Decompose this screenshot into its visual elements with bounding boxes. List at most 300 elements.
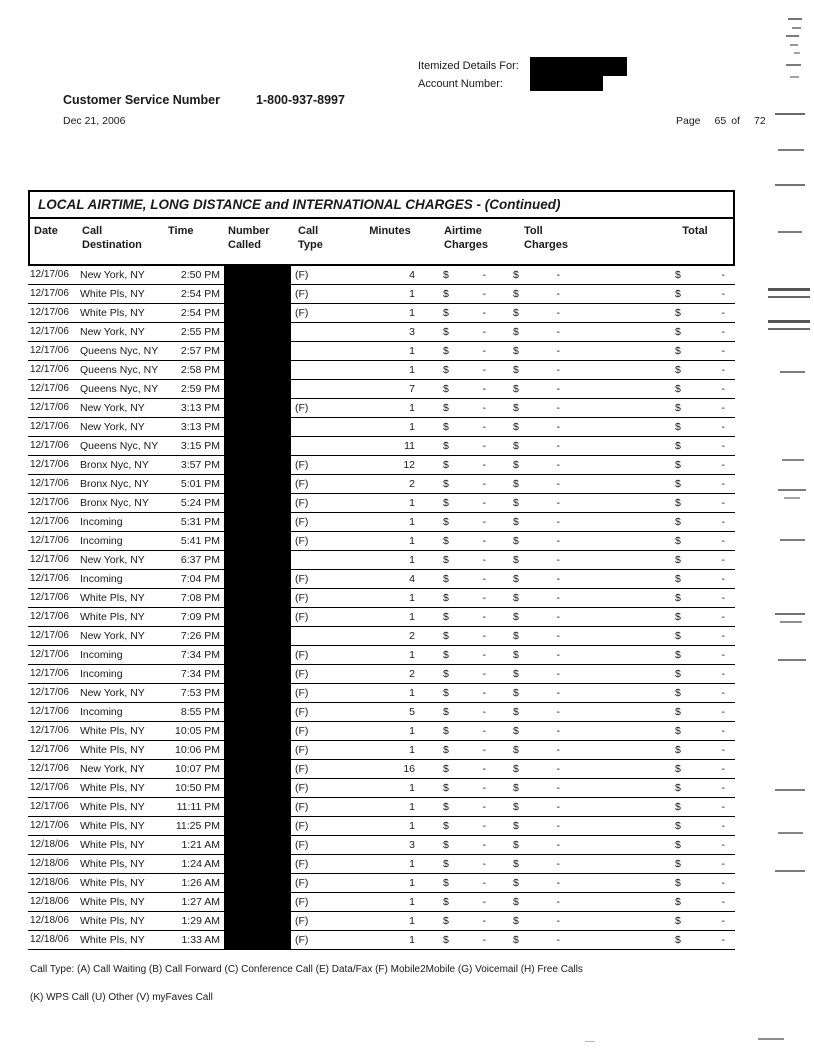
toll-amount: - (556, 421, 560, 433)
cell-airtime-charges (430, 361, 508, 379)
currency-symbol: $ (513, 516, 519, 528)
currency-symbol: $ (675, 497, 681, 509)
cell-call-type: (F) (295, 877, 309, 889)
currency-symbol: $ (443, 801, 449, 813)
cell-total (655, 437, 735, 455)
table-row (28, 285, 735, 304)
cell-total (655, 665, 735, 683)
cell-spacer (586, 551, 655, 569)
total-amount: - (721, 915, 725, 927)
cell-spacer (586, 285, 655, 303)
cell-airtime-charges (430, 836, 508, 854)
cell-spacer (586, 722, 655, 740)
cell-date: 12/17/06 (30, 573, 69, 584)
airtime-amount: - (482, 497, 486, 509)
cell-toll-charges (508, 532, 586, 550)
cell-date: 12/17/06 (30, 516, 69, 527)
toll-amount: - (556, 497, 560, 509)
cell-destination: White Pls, NY (80, 744, 145, 756)
cell-minutes: 1 (409, 307, 415, 319)
legend-line-1: Call Type: (A) Call Waiting (B) Call Forward (C) Conference Call (E) Data/Fax (F) Mobile2Mobile (G) Voicemail (H) Free Calls (30, 964, 583, 975)
table-row (28, 665, 735, 684)
cell-date: 12/17/06 (30, 649, 69, 660)
cell-time: 1:27 AM (181, 896, 220, 908)
cell-toll-charges (508, 475, 586, 493)
toll-amount: - (556, 877, 560, 889)
cell-airtime-charges (430, 741, 508, 759)
table-row (28, 323, 735, 342)
toll-amount: - (556, 402, 560, 414)
cell-date: 12/17/06 (30, 402, 69, 413)
currency-symbol: $ (675, 478, 681, 490)
currency-symbol: $ (443, 896, 449, 908)
col-header-destination: Call Destination (82, 225, 142, 251)
total-amount: - (721, 421, 725, 433)
table-row (28, 760, 735, 779)
currency-symbol: $ (675, 896, 681, 908)
table-row (28, 817, 735, 836)
cell-minutes: 1 (409, 820, 415, 832)
cell-time: 3:57 PM (180, 459, 220, 471)
cell-minutes: 1 (409, 801, 415, 813)
cell-minutes: 2 (409, 630, 415, 642)
currency-symbol: $ (443, 307, 449, 319)
table-row (28, 456, 735, 475)
currency-symbol: $ (513, 554, 519, 566)
cell-time: 5:31 PM (180, 516, 220, 528)
toll-amount: - (556, 744, 560, 756)
currency-symbol: $ (675, 782, 681, 794)
cell-minutes: 2 (409, 478, 415, 490)
currency-symbol: $ (675, 839, 681, 851)
cell-minutes: 1 (409, 592, 415, 604)
cell-total (655, 456, 735, 474)
cell-call-type: (F) (295, 573, 309, 585)
cell-spacer (586, 494, 655, 512)
airtime-amount: - (482, 554, 486, 566)
total-amount: - (721, 668, 725, 680)
airtime-amount: - (482, 896, 486, 908)
table-row (28, 513, 735, 532)
currency-symbol: $ (513, 611, 519, 623)
cell-toll-charges (508, 760, 586, 778)
cell-minutes: 3 (409, 326, 415, 338)
airtime-amount: - (482, 915, 486, 927)
total-amount: - (721, 839, 725, 851)
cell-date: 12/17/06 (30, 345, 69, 356)
cell-airtime-charges (430, 304, 508, 322)
airtime-amount: - (482, 573, 486, 585)
toll-amount: - (556, 668, 560, 680)
cell-destination: New York, NY (80, 402, 145, 414)
cell-destination: New York, NY (80, 326, 145, 338)
table-row (28, 722, 735, 741)
cell-minutes: 3 (409, 839, 415, 851)
currency-symbol: $ (675, 345, 681, 357)
cell-minutes: 1 (409, 611, 415, 623)
cell-time: 3:13 PM (180, 421, 220, 433)
airtime-amount: - (482, 421, 486, 433)
cell-call-type: (F) (295, 934, 309, 946)
cell-total (655, 532, 735, 550)
cell-toll-charges (508, 285, 586, 303)
cell-minutes: 1 (409, 497, 415, 509)
cell-time: 2:59 PM (180, 383, 220, 395)
cell-toll-charges (508, 741, 586, 759)
total-amount: - (721, 345, 725, 357)
table-body (28, 266, 735, 950)
cell-minutes: 1 (409, 535, 415, 547)
cell-call-type: (F) (295, 402, 309, 414)
cell-minutes: 7 (409, 383, 415, 395)
cell-destination: Queens Nyc, NY (80, 364, 159, 376)
redacted-account-number (530, 76, 603, 91)
cell-total (655, 912, 735, 930)
cell-total (655, 570, 735, 588)
airtime-amount: - (482, 649, 486, 661)
currency-symbol: $ (443, 421, 449, 433)
cell-airtime-charges (430, 266, 508, 284)
toll-amount: - (556, 725, 560, 737)
cell-airtime-charges (430, 570, 508, 588)
table-row (28, 304, 735, 323)
cell-spacer (586, 323, 655, 341)
cell-total (655, 380, 735, 398)
currency-symbol: $ (513, 459, 519, 471)
currency-symbol: $ (443, 592, 449, 604)
cell-spacer (586, 703, 655, 721)
cell-date: 12/18/06 (30, 915, 69, 926)
table-row (28, 836, 735, 855)
currency-symbol: $ (443, 573, 449, 585)
currency-symbol: $ (675, 801, 681, 813)
cell-airtime-charges (430, 418, 508, 436)
cell-spacer (586, 665, 655, 683)
cell-destination: White Pls, NY (80, 877, 145, 889)
toll-amount: - (556, 326, 560, 338)
currency-symbol: $ (513, 402, 519, 414)
cell-toll-charges (508, 855, 586, 873)
cell-total (655, 551, 735, 569)
cell-destination: Incoming (80, 668, 123, 680)
cell-date: 12/18/06 (30, 839, 69, 850)
toll-amount: - (556, 858, 560, 870)
toll-amount: - (556, 459, 560, 471)
cell-destination: Queens Nyc, NY (80, 440, 159, 452)
airtime-amount: - (482, 858, 486, 870)
cell-time: 1:21 AM (181, 839, 220, 851)
cell-toll-charges (508, 513, 586, 531)
customer-service-number: 1-800-937-8997 (256, 93, 345, 107)
currency-symbol: $ (513, 915, 519, 927)
airtime-amount: - (482, 307, 486, 319)
cell-total (655, 931, 735, 949)
total-amount: - (721, 611, 725, 623)
airtime-amount: - (482, 440, 486, 452)
currency-symbol: $ (675, 858, 681, 870)
cell-spacer (586, 646, 655, 664)
toll-amount: - (556, 364, 560, 376)
cell-toll-charges (508, 456, 586, 474)
cell-time: 3:13 PM (180, 402, 220, 414)
cell-destination: White Pls, NY (80, 801, 145, 813)
airtime-amount: - (482, 668, 486, 680)
airtime-amount: - (482, 516, 486, 528)
toll-amount: - (556, 611, 560, 623)
currency-symbol: $ (513, 668, 519, 680)
currency-symbol: $ (513, 782, 519, 794)
cell-date: 12/18/06 (30, 877, 69, 888)
cell-time: 11:25 PM (175, 820, 220, 832)
toll-amount: - (556, 896, 560, 908)
currency-symbol: $ (513, 326, 519, 338)
cell-date: 12/17/06 (30, 421, 69, 432)
cell-call-type: (F) (295, 269, 309, 281)
currency-symbol: $ (443, 649, 449, 661)
cell-destination: New York, NY (80, 269, 145, 281)
currency-symbol: $ (513, 706, 519, 718)
page-total: 72 (753, 115, 766, 127)
airtime-amount: - (482, 687, 486, 699)
currency-symbol: $ (513, 649, 519, 661)
cell-toll-charges (508, 874, 586, 892)
toll-amount: - (556, 934, 560, 946)
cell-total (655, 304, 735, 322)
total-amount: - (721, 649, 725, 661)
airtime-amount: - (482, 820, 486, 832)
currency-symbol: $ (443, 459, 449, 471)
cell-destination: Incoming (80, 535, 123, 547)
total-amount: - (721, 288, 725, 300)
col-header-airtime-charges: Airtime Charges (444, 225, 489, 251)
cell-call-type: (F) (295, 307, 309, 319)
page-current: 65 (714, 115, 727, 127)
cell-airtime-charges (430, 437, 508, 455)
cell-call-type (294, 418, 346, 436)
currency-symbol: $ (513, 497, 519, 509)
cell-toll-charges (508, 931, 586, 949)
currency-symbol: $ (513, 858, 519, 870)
cell-airtime-charges (430, 589, 508, 607)
cell-total (655, 741, 735, 759)
cell-time: 1:24 AM (181, 858, 220, 870)
cell-spacer (586, 684, 655, 702)
cell-minutes: 1 (409, 288, 415, 300)
cell-time: 10:50 PM (175, 782, 220, 794)
account-header (418, 57, 519, 93)
currency-symbol: $ (443, 478, 449, 490)
total-amount: - (721, 326, 725, 338)
cell-date: 12/17/06 (30, 801, 69, 812)
cell-time: 2:54 PM (180, 307, 220, 319)
cell-spacer (586, 475, 655, 493)
total-amount: - (721, 383, 725, 395)
currency-symbol: $ (675, 706, 681, 718)
cell-minutes: 1 (409, 782, 415, 794)
table-title: LOCAL AIRTIME, LONG DISTANCE and INTERNATIONAL CHARGES - (Continued) (30, 192, 733, 219)
cell-airtime-charges (430, 703, 508, 721)
cell-total (655, 475, 735, 493)
toll-amount: - (556, 573, 560, 585)
airtime-amount: - (482, 630, 486, 642)
cell-destination: New York, NY (80, 630, 145, 642)
cell-airtime-charges (430, 931, 508, 949)
cell-airtime-charges (430, 323, 508, 341)
cell-spacer (586, 456, 655, 474)
charges-table (28, 190, 735, 950)
total-amount: - (721, 744, 725, 756)
cell-call-type: (F) (295, 744, 309, 756)
cell-minutes: 1 (409, 402, 415, 414)
cell-spacer (586, 855, 655, 873)
currency-symbol: $ (675, 934, 681, 946)
cell-call-type (294, 342, 346, 360)
total-amount: - (721, 896, 725, 908)
airtime-amount: - (482, 934, 486, 946)
cell-date: 12/17/06 (30, 288, 69, 299)
table-row (28, 380, 735, 399)
cell-spacer (586, 608, 655, 626)
call-type-legend (30, 963, 583, 1004)
cell-total (655, 589, 735, 607)
table-row (28, 475, 735, 494)
cell-call-type: (F) (295, 706, 309, 718)
cell-total (655, 513, 735, 531)
cell-time: 10:07 PM (175, 763, 220, 775)
cell-total (655, 285, 735, 303)
cell-call-type: (F) (295, 896, 309, 908)
cell-total (655, 266, 735, 284)
cell-time: 1:26 AM (181, 877, 220, 889)
currency-symbol: $ (675, 611, 681, 623)
table-row (28, 855, 735, 874)
cell-minutes: 11 (404, 440, 415, 452)
currency-symbol: $ (443, 326, 449, 338)
cell-spacer (586, 361, 655, 379)
cell-call-type: (F) (295, 725, 309, 737)
airtime-amount: - (482, 782, 486, 794)
cell-spacer (586, 627, 655, 645)
total-amount: - (721, 687, 725, 699)
cell-destination: Queens Nyc, NY (80, 345, 159, 357)
cell-airtime-charges (430, 912, 508, 930)
cell-spacer (586, 912, 655, 930)
cell-time: 7:26 PM (180, 630, 220, 642)
total-amount: - (721, 364, 725, 376)
currency-symbol: $ (675, 630, 681, 642)
total-amount: - (721, 269, 725, 281)
table-header-row (30, 219, 733, 264)
cell-call-type: (F) (295, 801, 309, 813)
cell-call-type: (F) (295, 763, 309, 775)
table-row (28, 893, 735, 912)
cell-call-type (294, 361, 346, 379)
cell-total (655, 646, 735, 664)
cell-total (655, 494, 735, 512)
cell-call-type: (F) (295, 649, 309, 661)
cell-total (655, 684, 735, 702)
cell-minutes: 1 (409, 345, 415, 357)
cell-date: 12/17/06 (30, 611, 69, 622)
airtime-amount: - (482, 269, 486, 281)
cell-spacer (586, 893, 655, 911)
cell-total (655, 399, 735, 417)
cell-call-type: (F) (295, 459, 309, 471)
cell-time: 2:50 PM (180, 269, 220, 281)
cell-total (655, 703, 735, 721)
currency-symbol: $ (513, 687, 519, 699)
table-row (28, 361, 735, 380)
redacted-number-called-column (224, 265, 291, 949)
cell-destination: White Pls, NY (80, 288, 145, 300)
currency-symbol: $ (513, 630, 519, 642)
currency-symbol: $ (675, 744, 681, 756)
currency-symbol: $ (675, 383, 681, 395)
cell-date: 12/18/06 (30, 934, 69, 945)
cell-spacer (586, 741, 655, 759)
cell-minutes: 1 (409, 364, 415, 376)
cell-toll-charges (508, 798, 586, 816)
currency-symbol: $ (443, 915, 449, 927)
currency-symbol: $ (513, 573, 519, 585)
currency-symbol: $ (443, 858, 449, 870)
toll-amount: - (556, 554, 560, 566)
airtime-amount: - (482, 877, 486, 889)
cell-minutes: 12 (403, 459, 415, 471)
cell-call-type (294, 551, 346, 569)
cell-date: 12/17/06 (30, 383, 69, 394)
currency-symbol: $ (513, 383, 519, 395)
cell-total (655, 760, 735, 778)
toll-amount: - (556, 516, 560, 528)
cell-toll-charges (508, 912, 586, 930)
customer-service-label: Customer Service Number (63, 93, 221, 107)
cell-total (655, 323, 735, 341)
cell-total (655, 418, 735, 436)
cell-date: 12/17/06 (30, 554, 69, 565)
cell-total (655, 836, 735, 854)
cell-spacer (586, 380, 655, 398)
cell-toll-charges (508, 817, 586, 835)
currency-symbol: $ (443, 782, 449, 794)
currency-symbol: $ (513, 440, 519, 452)
currency-symbol: $ (675, 326, 681, 338)
cell-toll-charges (508, 665, 586, 683)
cell-total (655, 779, 735, 797)
cell-spacer (586, 437, 655, 455)
table-row (28, 437, 735, 456)
total-amount: - (721, 478, 725, 490)
cell-airtime-charges (430, 513, 508, 531)
cell-call-type: (F) (295, 820, 309, 832)
cell-destination: New York, NY (80, 687, 145, 699)
toll-amount: - (556, 801, 560, 813)
currency-symbol: $ (443, 364, 449, 376)
cell-airtime-charges (430, 475, 508, 493)
cell-toll-charges (508, 608, 586, 626)
currency-symbol: $ (675, 820, 681, 832)
toll-amount: - (556, 307, 560, 319)
cell-date: 12/17/06 (30, 630, 69, 641)
currency-symbol: $ (443, 402, 449, 414)
cell-time: 5:01 PM (180, 478, 220, 490)
currency-symbol: $ (513, 269, 519, 281)
currency-symbol: $ (443, 535, 449, 547)
cell-call-type (294, 627, 346, 645)
cell-total (655, 361, 735, 379)
cell-airtime-charges (430, 798, 508, 816)
col-header-total: Total (682, 225, 708, 237)
